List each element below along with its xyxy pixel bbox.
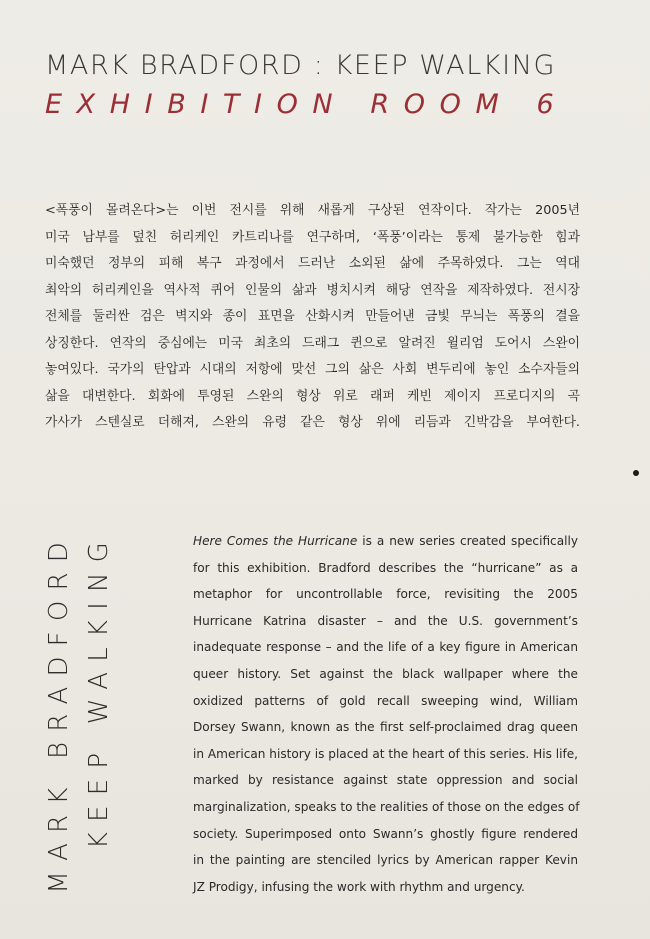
korean-line: <폭풍이 몰려온다>는 이번 전시를 위해 새롭게 구상된 연작이다. 작가는 2005년 — [45, 203, 580, 218]
decorative-dot — [633, 470, 639, 476]
english-line: for this exhibition. Bradford describes the “hurricane” as a — [193, 560, 578, 575]
english-line: queer history. Set against the black wallpaper where the — [193, 666, 578, 681]
korean-line: 전체를 둘러싼 검은 벽지와 종이 표면을 산화시켜 만들어낸 금빛 무늬는 폭풍의 결을 — [45, 309, 580, 324]
korean-line: 삶을 대변한다. 회화에 투영된 스완의 형상 위로 래퍼 케빈 제이지 프로디지의 곡 — [45, 388, 580, 404]
korean-line: 가사가 스텐실로 더해져, 스완의 유령 같은 형상 위에 리듬과 긴박감을 부여한다. — [45, 415, 580, 430]
english-line: Hurricane Katrina disaster – and the U.S. government’s — [193, 613, 578, 628]
english-line: oxidized patterns of gold recall sweeping wind, William — [193, 693, 578, 708]
vertical-exhibition-name: KEEP WALKING — [84, 532, 114, 850]
room-subtitle: EXHIBITION ROOM 6 — [45, 89, 569, 120]
english-line-text: is a new series created specifically — [357, 534, 578, 548]
korean-line: 최악의 허리케인을 역사적 퀴어 인물의 삶과 병치시켜 해당 연작을 제작하였다. 전시장 — [45, 282, 580, 298]
english-line: in American history is placed at the heart of this series. His life, — [193, 746, 578, 761]
english-line: inadequate response – and the life of a key figure in American — [193, 640, 578, 655]
english-line: metaphor for uncontrollable force, revisiting the 2005 — [193, 587, 578, 602]
english-description — [193, 528, 578, 900]
korean-line: 놓여있다. 국가의 탄압과 시대의 저항에 맞선 그의 삶은 사회 변두리에 놓인 소수자들의 — [45, 362, 580, 377]
english-line: JZ Prodigy, infusing the work with rhythm and urgency. — [193, 879, 525, 894]
english-line: Dorsey Swann, known as the first self-proclaimed drag queen — [193, 720, 578, 735]
english-line — [193, 528, 578, 555]
vertical-artist-name: MARK BRADFORD — [44, 532, 74, 894]
english-line: marginalization, speaks to the realities of those on the edges of — [193, 799, 580, 814]
korean-line: 미국 남부를 덮친 허리케인 카트리나를 연구하며, ‘폭풍’이라는 통제 불가능한 힘과 — [45, 229, 580, 245]
series-title: Here Comes the Hurricane — [193, 534, 358, 548]
korean-line: 미숙했던 정부의 피해 복구 과정에서 드러난 소외된 삶에 주목하였다. 그는 역대 — [45, 256, 580, 271]
english-line: in the painting are stenciled lyrics by American rapper Kevin — [193, 853, 578, 868]
english-line: marked by resistance against state oppression and social — [193, 773, 578, 788]
korean-line: 상징한다. 연작의 중심에는 미국 최초의 드래그 퀸으로 알려진 윌리엄 도어시 스완이 — [45, 335, 580, 351]
exhibition-title: MARK BRADFORD : KEEP WALKING — [45, 50, 557, 81]
korean-description — [45, 198, 580, 437]
english-line: society. Superimposed onto Swann’s ghostly figure rendered — [193, 826, 578, 841]
